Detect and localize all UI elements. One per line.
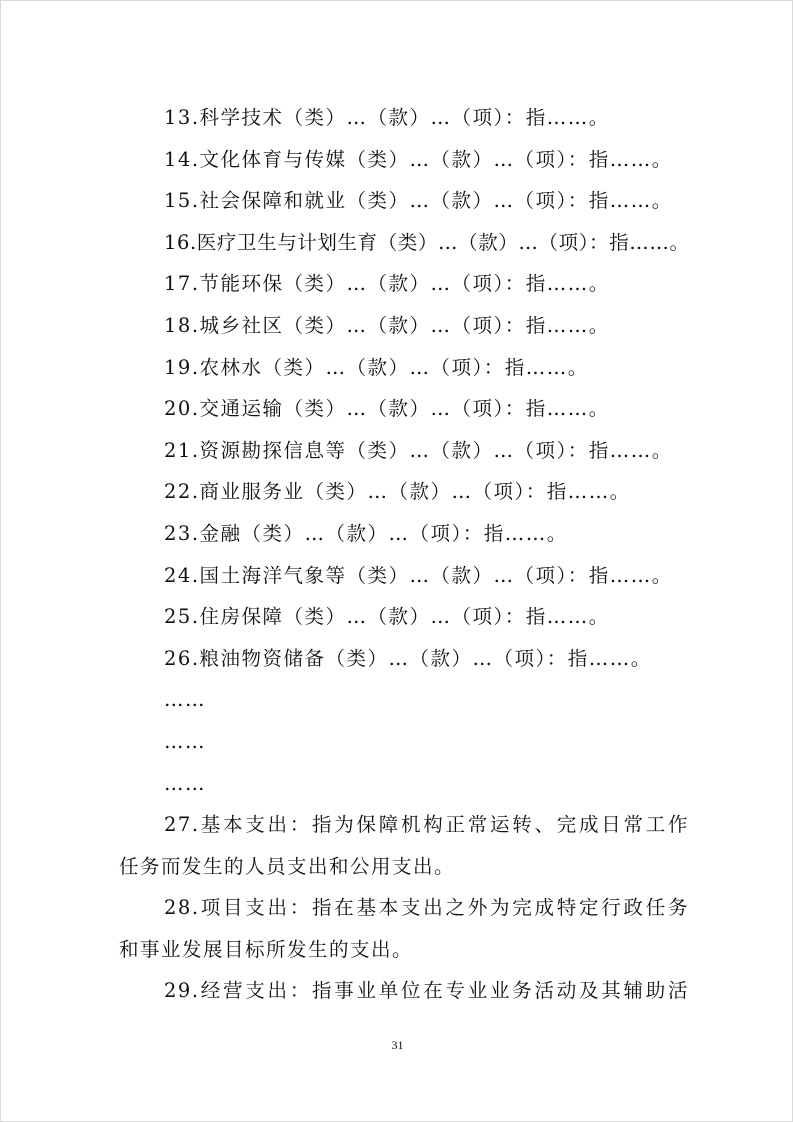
- paragraph-29-line-1: 29.经营支出：指事业单位在专业业务活动及其辅助活: [164, 979, 689, 1003]
- list-item-22: 22.商业服务业（类）…（款）…（项）：指……。: [164, 480, 631, 504]
- page-content: [119, 97, 689, 1012]
- list-item-18: 18.城乡社区（类）…（款）…（项）：指……。: [164, 313, 610, 337]
- page-number: 31: [391, 1038, 404, 1052]
- ellipsis-line: ……: [164, 688, 206, 712]
- list-item-23: 23.金融（类）…（款）…（项）：指……。: [164, 521, 568, 545]
- ellipsis-line: ……: [164, 771, 206, 795]
- list-item-13: 13.科学技术（类）…（款）…（项）：指……。: [164, 106, 610, 129]
- paragraph-28-line-2: 和事业发展目标所发生的支出。: [119, 937, 414, 961]
- list-item-17: 17.节能环保（类）…（款）…（项）：指……。: [164, 272, 610, 296]
- paragraph-28-line-1: 28.项目支出：指在基本支出之外为完成特定行政任务: [164, 896, 689, 920]
- paragraph-27-line-1: 27.基本支出：指为保障机构正常运转、完成日常工作: [164, 813, 689, 837]
- list-item-14: 14.文化体育与传媒（类）…（款）…（项）：指……。: [164, 147, 673, 171]
- list-item-24: 24.国土海洋气象等（类）…（款）…（项）：指……。: [164, 563, 673, 587]
- list-item-19: 19.农林水（类）…（款）…（项）：指……。: [164, 355, 589, 379]
- list-item-26: 26.粮油物资储备（类）…（款）…（项）：指……。: [164, 646, 652, 670]
- list-item-21: 21.资源勘探信息等（类）…（款）…（项）：指……。: [164, 438, 673, 462]
- list-item-16: 16.医疗卫生与计划生育（类）…（款）…（项）：指……。: [164, 230, 690, 254]
- paragraph-27-line-2: 任务而发生的人员支出和公用支出。: [119, 854, 456, 878]
- ellipsis-line: ……: [164, 729, 206, 753]
- list-item-15: 15.社会保障和就业（类）…（款）…（项）：指……。: [164, 189, 673, 213]
- list-item-20: 20.交通运输（类）…（款）…（项）：指……。: [164, 397, 610, 421]
- list-item-25: 25.住房保障（类）…（款）…（项）：指……。: [164, 605, 610, 629]
